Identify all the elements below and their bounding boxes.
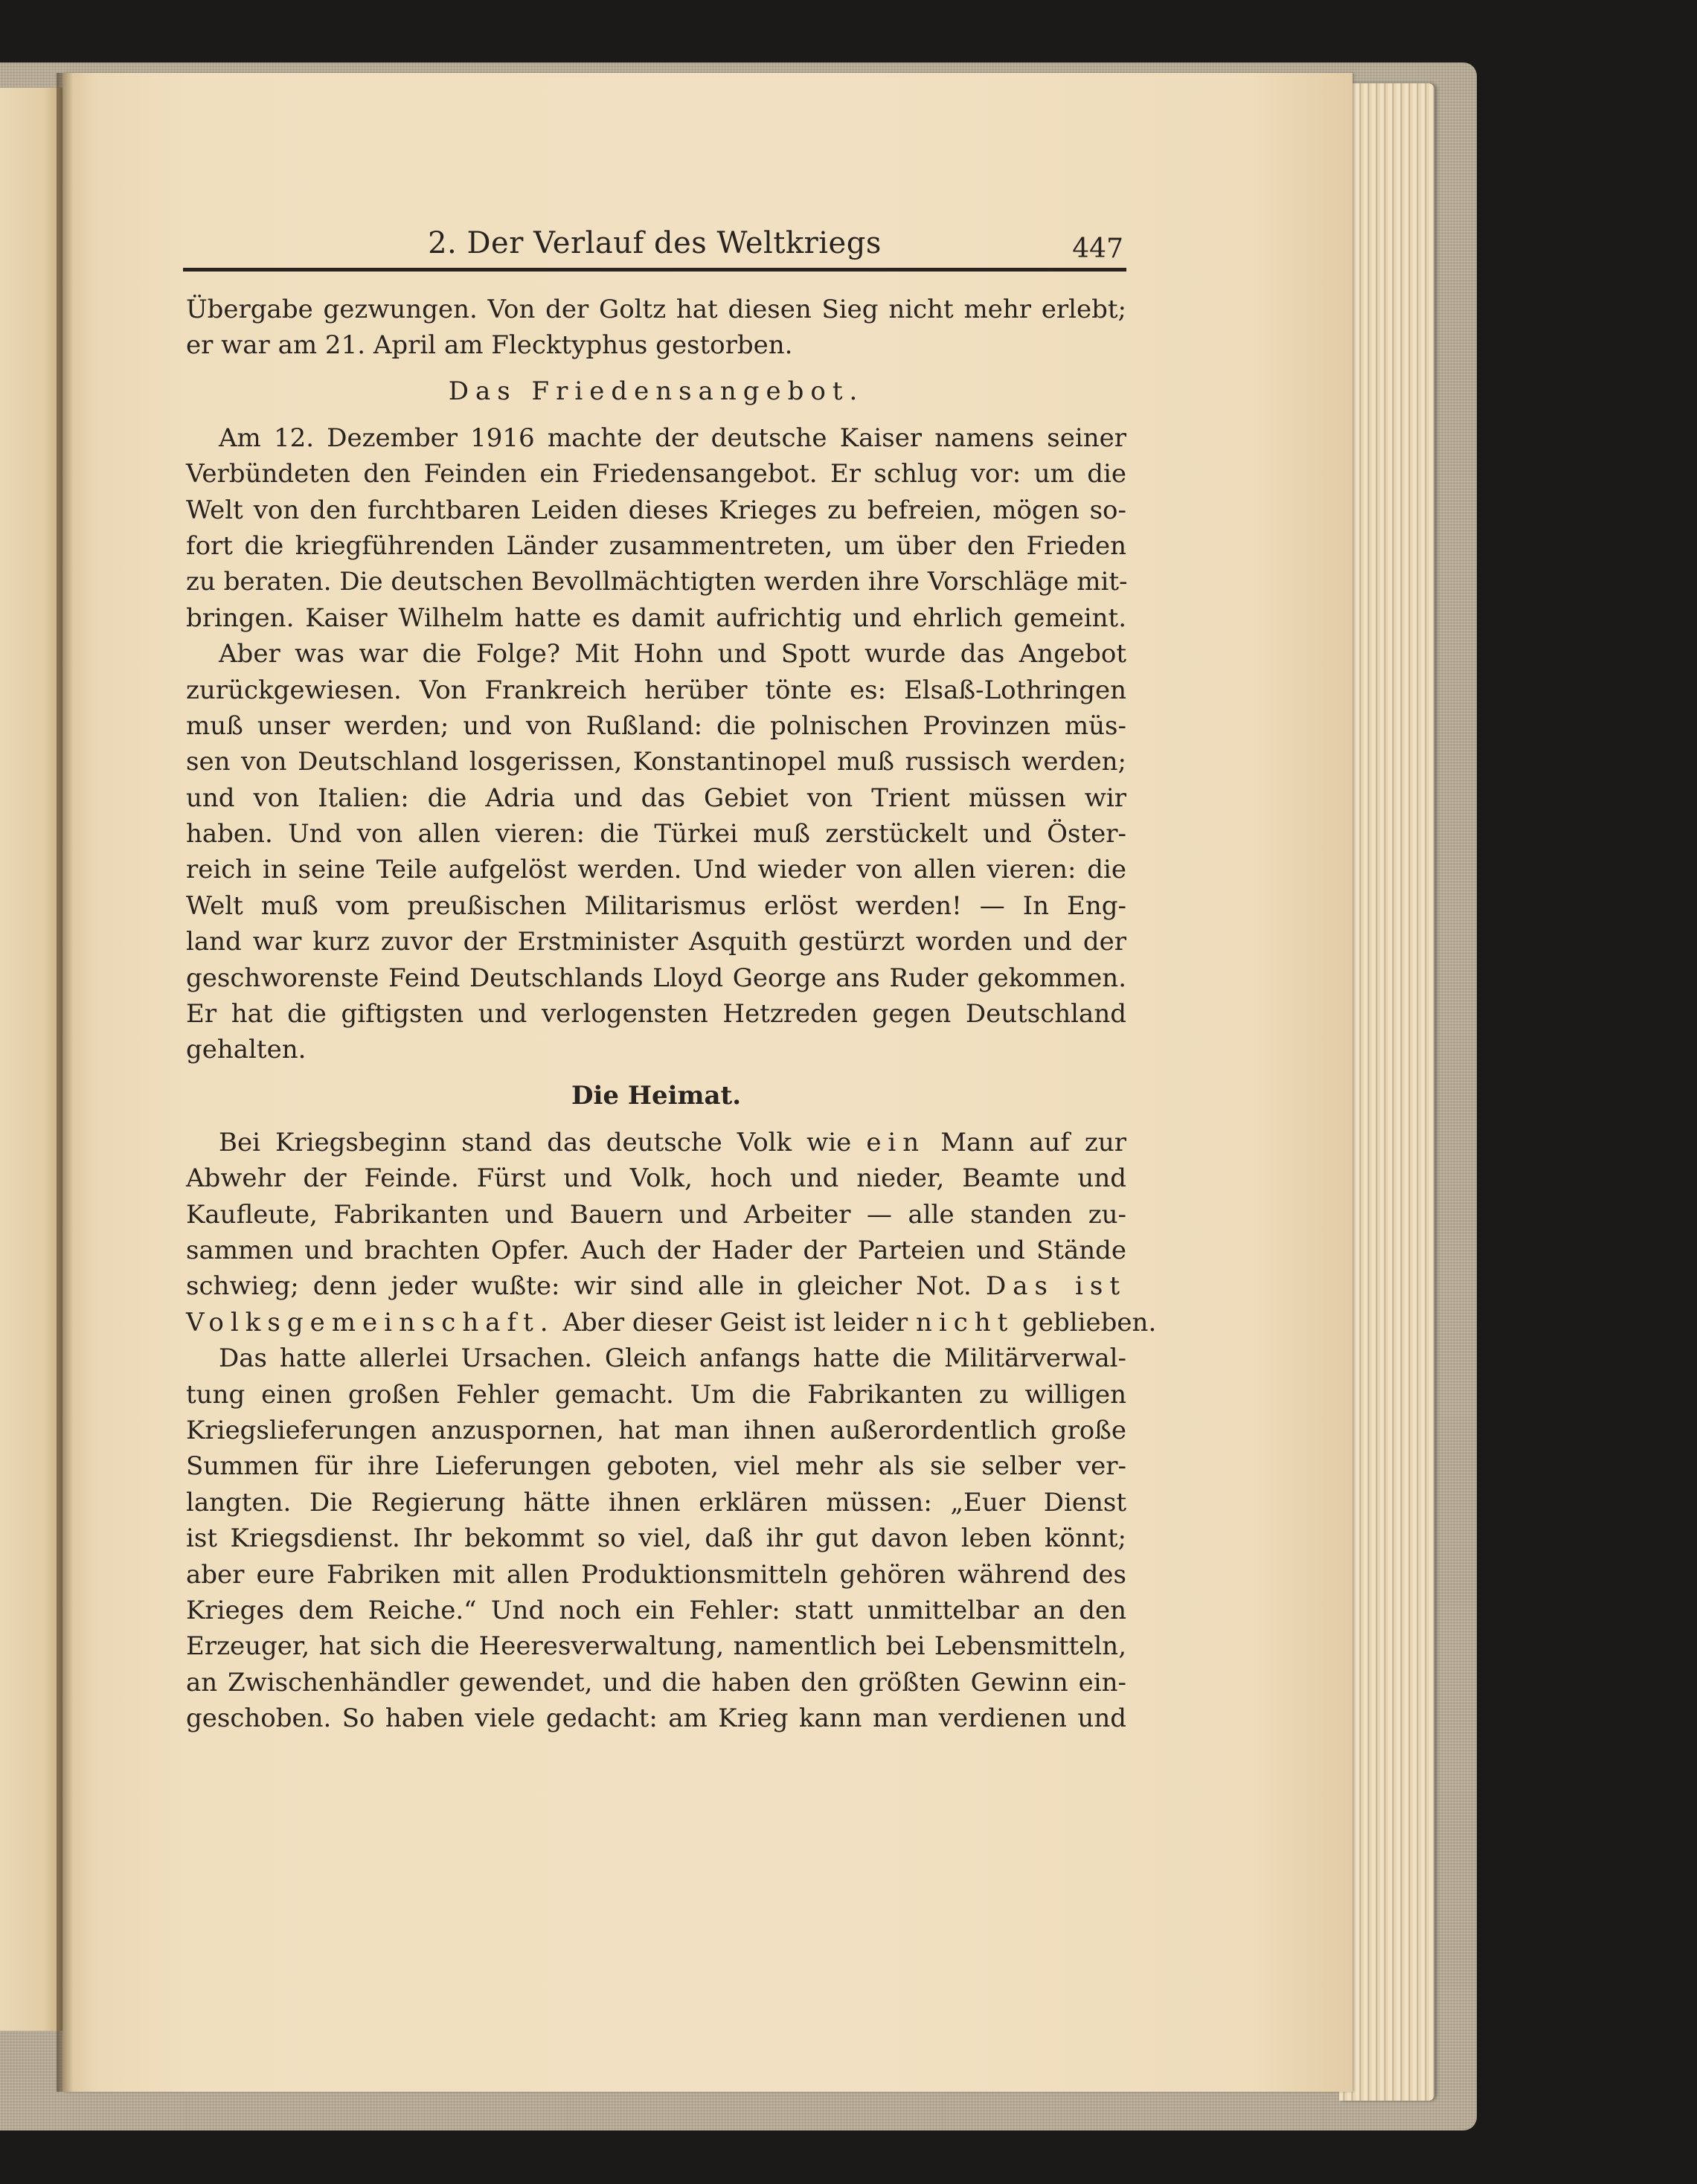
gutter-shadow [57,73,73,2092]
text-line: Übergabe gezwungen. Von der Goltz hat diesen Sieg nicht mehr erlebt; [186,295,1126,324]
text-line: land war kurz zuvor der Erstminister Asquith gestürzt worden und der [186,927,1126,957]
text-line: zu beraten. Die deutschen Bevollmächtigten werden ihre Vorschläge mit- [186,567,1128,597]
text-line: an Zwischenhändler gewendet, und die haben den größten Gewinn ein- [186,1667,1126,1698]
body-text [186,292,1157,1736]
text-line: Am 12. Dezember 1916 machte der deutsche Kaiser namens seiner [219,423,1126,453]
section-heading-friedensangebot: Das Friedensangebot. [448,376,864,406]
text-line: fort die kriegführenden Länder zusammentreten, um über den Frieden [186,530,1126,561]
running-head [183,223,1126,272]
text-line: tung einen großen Fehler gemacht. Um die Fabrikanten zu willigen [186,1379,1126,1410]
text-fragment: geblieben. [1022,1307,1157,1337]
text-line: Aber was war die Folge? Mit Hohn und Spott wurde das Angebot [219,639,1126,669]
text-line: geschoben. So haben viele gedacht: am Krieg kann man verdienen und [186,1703,1126,1734]
text-line: ist Kriegsdienst. Ihr bekommt so viel, daß ihr gut davon leben könnt; [186,1523,1126,1554]
text-line: Summen für ihre Lieferungen geboten, viel mehr als sie selber ver- [186,1451,1126,1482]
text-line: er war am 21. April am Flecktyphus gestorben. [186,330,793,361]
page-block-edges [1339,83,1434,2101]
text-line: zurückgewiesen. Von Frankreich herüber tönte es: Elsaß-Lothringen [186,675,1126,705]
section-heading-heimat: Die Heimat. [571,1080,742,1111]
emphasis-ein: ein [866,1127,926,1157]
text-line: Welt von den furchtbaren Leiden dieses Krieges zu befreien, mögen so- [186,495,1126,525]
facing-page-edge [0,88,62,2031]
text-fragment: schwieg; denn jeder wußte: wir sind alle in gleicher Not. [186,1271,972,1302]
text-line: Er hat die giftigsten und verlogensten Hetzreden gegen Deutschland [186,999,1126,1030]
text-line: bringen. Kaiser Wilhelm hatte es damit aufrichtig und ehrlich gemeint. [186,603,1126,633]
emphasis-volksgemeinschaft: Volksgemeinschaft. [186,1307,555,1337]
text-line: Kriegslieferungen anzuspornen, hat man ihnen außerordentlich große [186,1415,1126,1445]
emphasis-das-ist: Das ist [985,1271,1127,1302]
text-line: Erzeuger, hat sich die Heeresverwaltung, namentlich bei Lebensmitteln, [186,1631,1126,1662]
text-line: gehalten. [186,1035,307,1065]
text-line: haben. Und von allen vieren: die Türkei muß zerstückelt und Öster- [186,819,1126,849]
text-line: Welt muß vom preußischen Militarismus erlöst werden! — In Eng- [186,890,1126,921]
text-line: Kaufleute, Fabrikanten und Bauern und Arbeiter — alle standen zu- [186,1199,1126,1230]
text-fragment: Mann auf zur [940,1127,1126,1157]
text-line [186,1305,1157,1340]
text-line: langten. Die Regierung hätte ihnen erklären müssen: „Euer Dienst [186,1487,1126,1517]
text-line: reich in seine Teile aufgelöst werden. Und wieder von allen vieren: die [186,855,1126,885]
text-fragment: Aber dieser Geist ist leider [562,1307,908,1337]
page-number: 447 [1072,234,1123,264]
text-line: sammen und brachten Opfer. Auch der Hader der Parteien und Stände [186,1235,1126,1265]
text-line: aber eure Fabriken mit allen Produktionsmitteln gehören während des [186,1559,1126,1590]
text-line: Abwehr der Feinde. Fürst und Volk, hoch und nieder, Beamte und [186,1163,1126,1194]
running-title: 2. Der Verlauf des Weltkriegs [428,226,882,260]
text-line [186,1125,1126,1160]
text-line: muß unser werden; und von Rußland: die polnischen Provinzen müs- [186,710,1126,741]
text-line [186,1268,1126,1304]
text-line: geschworenste Feind Deutschlands Lloyd George ans Ruder gekommen. [186,963,1126,993]
text-line: und von Italien: die Adria und das Gebiet von Trient müssen wir [186,783,1126,813]
text-line: Verbündeten den Feinden ein Friedensangebot. Er schlug vor: um die [186,459,1126,489]
emphasis-nicht: nicht [915,1307,1015,1337]
text-line: Das hatte allerlei Ursachen. Gleich anfangs hatte die Militärverwal- [219,1343,1126,1374]
text-fragment: Bei Kriegsbeginn stand das deutsche Volk wie [219,1127,852,1157]
text-line: Krieges dem Reiche.“ Und noch ein Fehler: statt unmittelbar an den [186,1595,1126,1625]
text-line: sen von Deutschland losgerissen, Konstantinopel muß russisch werden; [186,747,1126,777]
